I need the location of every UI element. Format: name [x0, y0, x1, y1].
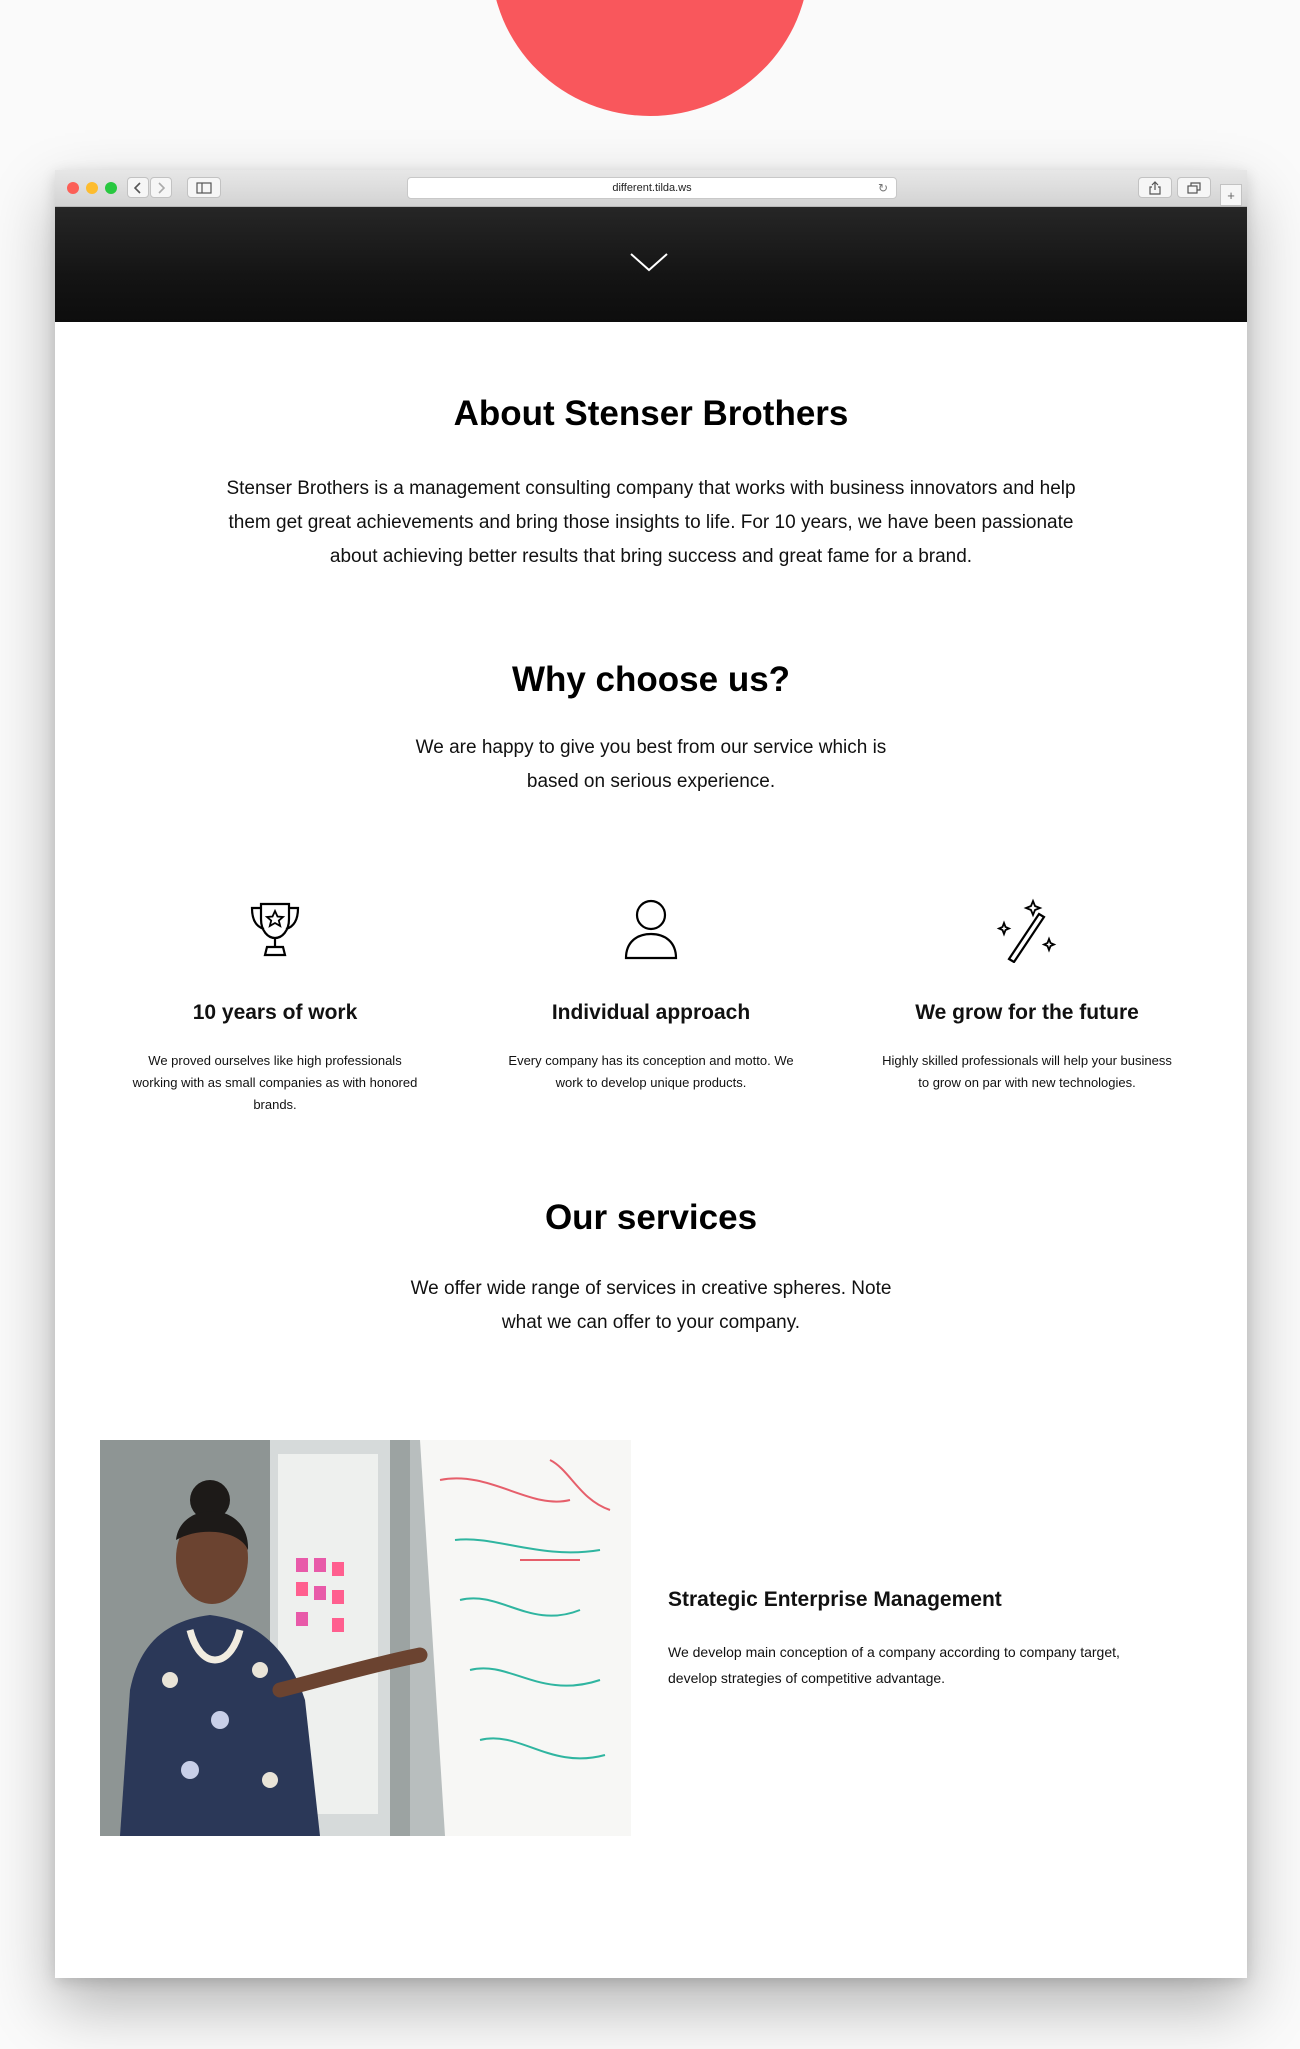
feature-text: Highly skilled professionals will help your business to grow on par with new technologies. — [882, 1053, 1172, 1090]
close-dot[interactable] — [67, 182, 79, 194]
new-tab-button[interactable] — [1220, 184, 1242, 206]
services-title: Our services — [544, 1198, 758, 1237]
page-content — [55, 394, 1247, 1840]
feature-title: We grow for the future — [915, 1001, 1139, 1024]
magic-wand-icon — [995, 895, 1059, 963]
minimize-dot[interactable] — [86, 182, 98, 194]
chevron-right-icon — [157, 182, 165, 194]
feature-card — [87, 897, 463, 1116]
zoom-dot[interactable] — [105, 182, 117, 194]
service-item-text: We develop main conception of a company according to company target, develop strategies of competitive advantage. — [668, 1644, 1120, 1686]
user-icon — [623, 898, 679, 960]
share-icon — [1149, 181, 1161, 195]
reload-icon[interactable]: ↻ — [877, 181, 888, 195]
back-button[interactable] — [127, 177, 149, 198]
browser-window — [55, 170, 1247, 1978]
tabs-icon — [1187, 182, 1201, 194]
feature-card — [839, 897, 1215, 1116]
tabs-button[interactable] — [1177, 177, 1211, 198]
feature-title: Individual approach — [551, 1001, 751, 1024]
trophy-icon — [247, 899, 303, 959]
hero-banner — [55, 207, 1247, 322]
feature-card — [463, 897, 839, 1116]
why-title: Why choose us? — [511, 660, 791, 699]
features-row — [87, 897, 1215, 1116]
office-whiteboard-photo — [100, 1440, 631, 1836]
why-subtitle: We are happy to give you best from our service which is based on serious experience. — [415, 737, 887, 792]
chevron-down-icon[interactable] — [629, 251, 669, 273]
feature-title: 10 years of work — [192, 1001, 358, 1024]
service-item-title: Strategic Enterprise Management — [668, 1588, 1002, 1611]
feature-text: Every company has its conception and motto. We work to develop unique products. — [508, 1053, 794, 1090]
chevron-left-icon — [134, 182, 142, 194]
sidebar-icon — [196, 182, 212, 194]
share-button[interactable] — [1138, 177, 1172, 198]
service-photo — [100, 1440, 631, 1836]
about-title: About Stenser Brothers — [453, 394, 849, 433]
sidebar-button[interactable] — [187, 177, 221, 198]
url-text: different.tilda.ws — [612, 182, 692, 194]
browser-toolbar — [55, 170, 1247, 207]
address-bar[interactable] — [407, 177, 897, 199]
plus-icon: + — [1227, 187, 1235, 203]
about-text: Stenser Brothers is a management consulting company that works with business innovators and help them get great achievements and bring those insights to life. For 10 years, we have been passionate about achieving better results that bring success and great fame for a brand. — [226, 478, 1076, 567]
service-item — [55, 1440, 1247, 1840]
services-subtitle: We offer wide range of services in creative spheres. Note what we can offer to your company. — [410, 1278, 892, 1333]
decorative-red-blob — [491, 0, 809, 116]
forward-button[interactable] — [150, 177, 172, 198]
feature-text: We proved ourselves like high professionals working with as small companies as with honored brands. — [132, 1053, 418, 1112]
